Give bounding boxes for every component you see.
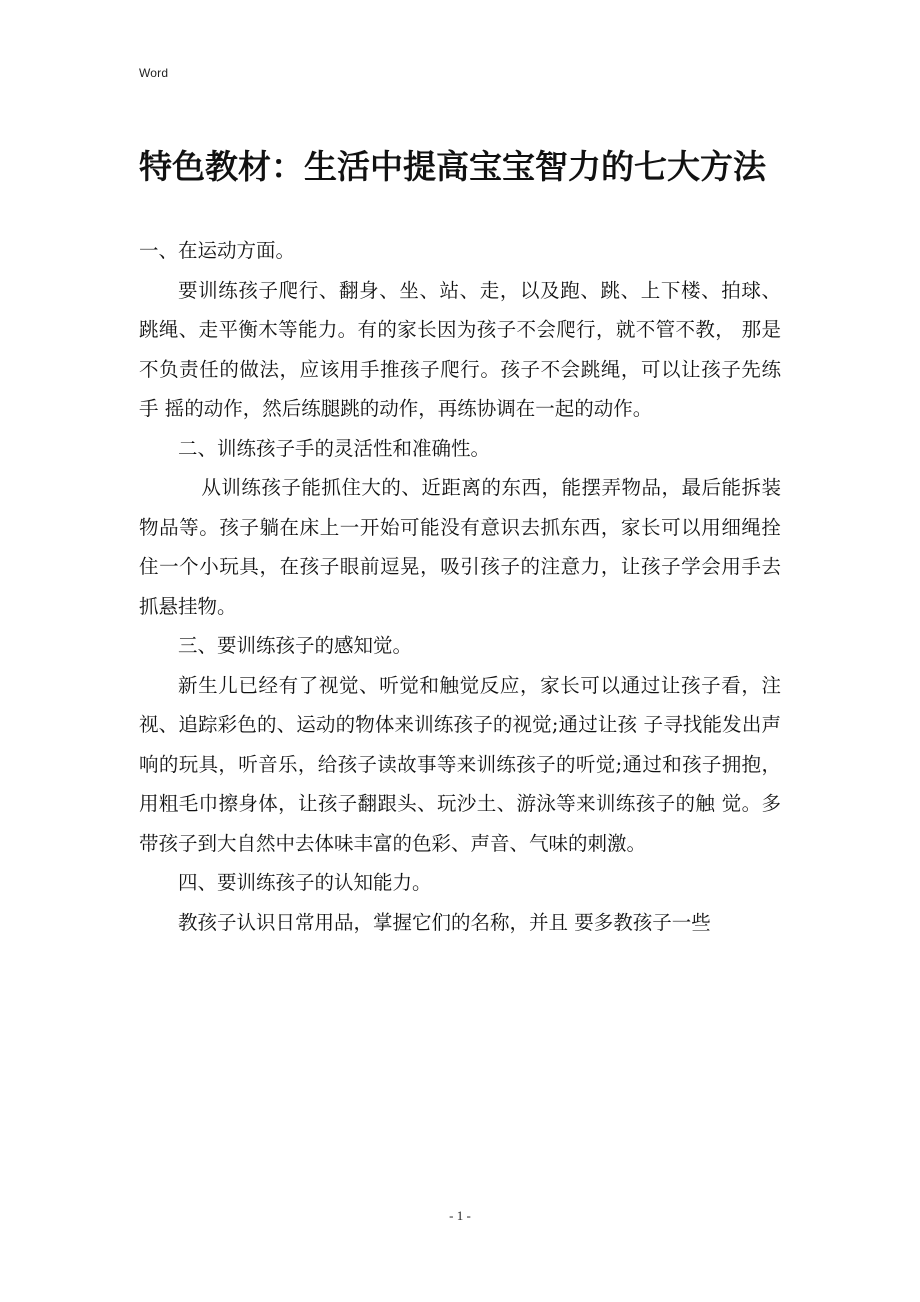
section-heading-1: 一、在运动方面。 — [139, 239, 296, 262]
paragraph-3: 新生儿已经有了视觉、听觉和触觉反应，家长可以通过让孩子看，注视、追踪彩色的、运动的物体来训练孩子的视觉;通过让孩 子寻找能发出声响的玩具，听音乐，给孩子读故事等来训练孩子的听觉;通过和孩子拥抱，用粗毛巾擦身体，让孩子翻跟头、玩沙土、游泳等来训练孩子的触 觉。多带孩子到大自然中去体味丰富的色彩、声音、气味的刺激。 — [139, 673, 781, 855]
section-heading-2: 二、训练孩子手的灵活性和准确性。 — [178, 436, 491, 460]
paragraph-2: 从训练孩子能抓住大的、近距离的东西，能摆弄物品，最后能拆装物品等。孩子躺在床上一开始可能没有意识去抓东西，家长可以用细绳拴住一个小玩具，在孩子眼前逗晃，吸引孩子的注意力，让孩子学会用手去抓悬挂物。 — [139, 476, 781, 618]
section-heading-3: 三、要训练孩子的感知觉。 — [178, 634, 413, 657]
header-label: Word — [139, 66, 169, 80]
page-number: - 1 - — [449, 1208, 471, 1223]
document-body — [139, 231, 781, 942]
paragraph-1: 要训练孩子爬行、翻身、坐、站、走，以及跑、跳、上下楼、拍球、跳绳、走平衡木等能力。有的家长因为孩子不会爬行，就不管不教， 那是不负责任的做法，应该用手推孩子爬行。孩子不会跳绳，可以让孩子先练手 摇的动作，然后练腿跳的动作，再练协调在一起的动作。 — [139, 278, 781, 420]
document-title: 特色教材：生活中提高宝宝智力的七大方法 — [139, 147, 766, 186]
section-heading-4: 四、要训练孩子的认知能力。 — [178, 871, 432, 894]
paragraph-4: 教孩子认识日常用品，掌握它们的名称，并且 要多教孩子一些 — [178, 910, 711, 934]
